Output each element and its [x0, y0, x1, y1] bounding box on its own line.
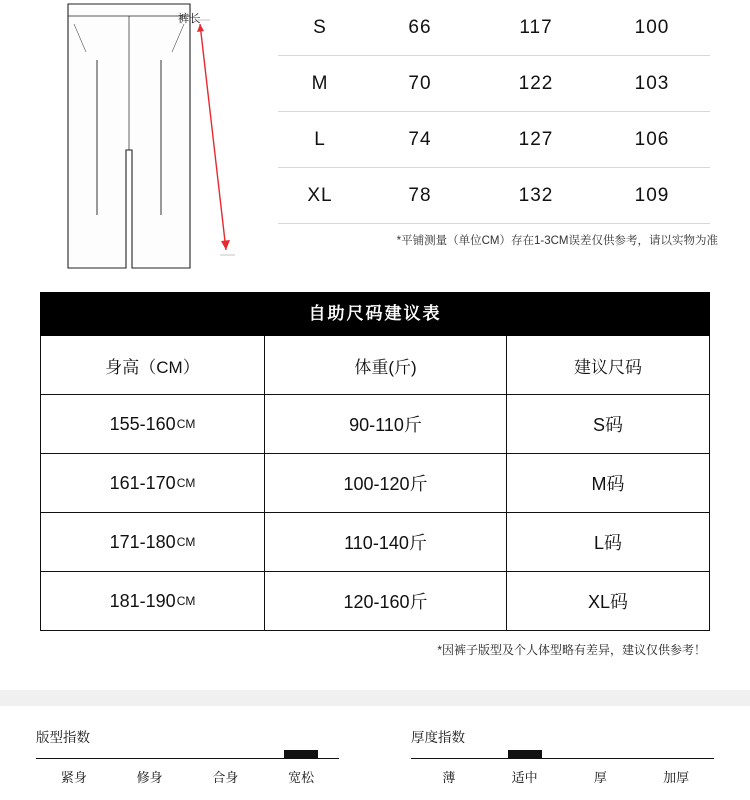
height-value: 171-180: [109, 531, 176, 552]
cell-weight: 100-120斤: [265, 454, 507, 512]
spec-value-3: 103: [634, 72, 670, 94]
cell-size: XL码: [587, 592, 629, 612]
thickness-index-bar: [411, 752, 714, 759]
spec-size: XL: [307, 184, 333, 206]
fit-index-marker: [284, 750, 318, 758]
thickness-index-gauge: [375, 726, 750, 786]
header-height: 身高（CM）: [41, 336, 265, 394]
fit-index-gauge: [0, 726, 375, 786]
suggestion-table: [40, 336, 710, 631]
height-unit: CM: [176, 417, 196, 431]
spec-value-2: 117: [519, 16, 553, 38]
cell-size: L码: [593, 533, 622, 553]
height-value: 161-170: [109, 472, 176, 493]
spec-value-3: 106: [634, 128, 670, 150]
height-value: 155-160: [109, 413, 176, 434]
spec-value-1: 74: [408, 128, 432, 150]
size-suggestion-section: [40, 292, 710, 658]
cell-height: [41, 395, 265, 453]
table-row: [41, 513, 709, 572]
thickness-index-labels: [411, 767, 714, 786]
section-divider: [0, 690, 750, 706]
thickness-index-marker: [508, 750, 542, 758]
suggestion-table-title: 自助尺码建议表: [40, 292, 710, 336]
height-unit: CM: [176, 594, 196, 608]
fit-option-1: 紧身: [60, 770, 87, 785]
diagram-length-label: 裤长: [178, 13, 201, 25]
fit-index-bar: [36, 752, 339, 759]
height-unit: CM: [176, 476, 196, 490]
table-row: [41, 454, 709, 513]
cell-weight: 110-140斤: [265, 513, 507, 571]
table-row: [41, 395, 709, 454]
cell-height: [41, 513, 265, 571]
table-row: [278, 56, 710, 112]
size-spec-table: [278, 0, 710, 224]
spec-value-1: 78: [408, 184, 432, 206]
height-unit: CM: [176, 535, 196, 549]
cell-size: M码: [591, 474, 625, 494]
table-row: [41, 572, 709, 630]
height-value: 181-190: [109, 590, 176, 611]
suggestion-table-footnote: *因裤子版型及个人体型略有差异，建议仅供参考！: [437, 643, 706, 657]
spec-size: M: [311, 72, 329, 94]
spec-value-2: 127: [518, 128, 554, 150]
spec-value-2: 132: [518, 184, 554, 206]
spec-value-3: 109: [634, 184, 670, 206]
thickness-option-2: 适中: [511, 770, 538, 785]
cell-size: S码: [592, 415, 623, 435]
spec-size: S: [313, 16, 327, 38]
cell-height: [41, 572, 265, 630]
thickness-option-3: 厚: [593, 770, 607, 785]
spec-value-2: 122: [518, 72, 554, 94]
index-gauges-section: [0, 726, 750, 786]
cell-weight: 120-160斤: [265, 572, 507, 630]
fit-index-labels: [36, 767, 339, 786]
pants-diagram: [40, 0, 270, 280]
header-suggested-size: 建议尺码: [574, 357, 642, 377]
thickness-option-4: 加厚: [663, 770, 690, 785]
fit-index-title: 版型指数: [36, 730, 90, 745]
spec-size: L: [314, 128, 326, 150]
fit-option-3: 合身: [212, 770, 239, 785]
header-weight: 体重(斤): [265, 336, 507, 394]
fit-option-4: 宽松: [288, 770, 315, 785]
thickness-option-1: 薄: [442, 770, 456, 785]
cell-height: [41, 454, 265, 512]
spec-value-3: 100: [634, 16, 670, 38]
spec-section: [0, 0, 750, 285]
spec-table-note: *平铺测量（单位CM）存在1-3CM误差仅供参考，请以实物为准: [396, 235, 718, 247]
thickness-index-title: 厚度指数: [411, 730, 465, 745]
table-row: [278, 168, 710, 224]
spec-value-1: 70: [408, 72, 432, 94]
fit-option-2: 修身: [136, 770, 163, 785]
table-row: [278, 112, 710, 168]
spec-value-1: 66: [408, 16, 432, 38]
table-row: [278, 0, 710, 56]
cell-weight: 90-110斤: [265, 395, 507, 453]
table-header-row: [41, 336, 709, 395]
